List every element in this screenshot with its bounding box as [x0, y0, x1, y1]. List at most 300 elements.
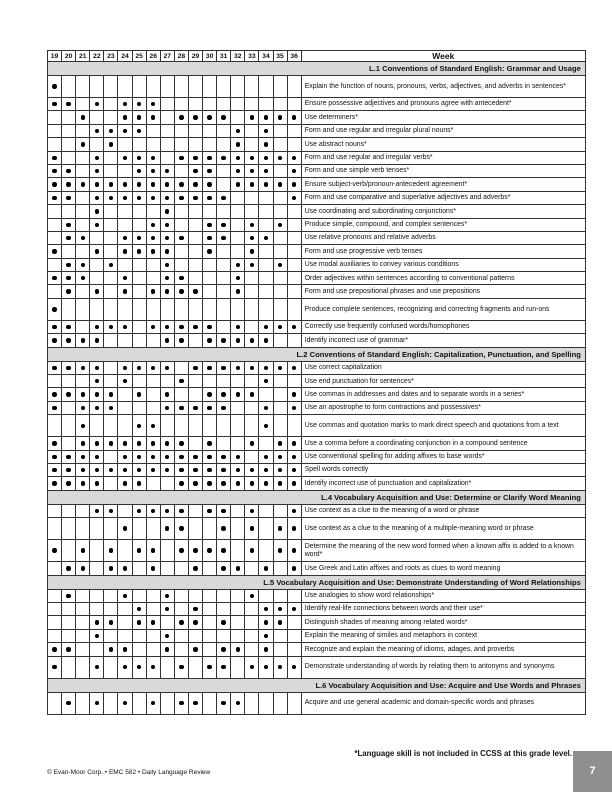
week-number-header: 22 — [90, 51, 104, 62]
week-cell — [48, 298, 62, 320]
week-dot-marker — [221, 115, 225, 119]
week-cell — [104, 191, 118, 204]
week-cell — [217, 245, 231, 258]
week-dot-marker — [250, 526, 254, 530]
week-cell — [273, 231, 287, 244]
week-cell — [217, 124, 231, 137]
week-cell — [160, 191, 174, 204]
week-cell — [146, 164, 160, 177]
week-cell — [118, 504, 132, 517]
week-cell — [188, 463, 202, 476]
skill-row — [48, 111, 586, 124]
week-cell — [76, 178, 90, 191]
week-cell — [245, 540, 259, 562]
week-cell — [217, 320, 231, 333]
week-cell — [132, 76, 146, 98]
skill-row — [48, 76, 586, 98]
week-cell — [62, 218, 76, 231]
week-cell — [174, 111, 188, 124]
week-cell — [231, 298, 245, 320]
week-dot-marker — [81, 366, 85, 370]
week-cell — [90, 138, 104, 151]
week-cell — [62, 589, 76, 602]
week-cell — [231, 589, 245, 602]
week-dot-marker — [52, 647, 56, 651]
week-cell — [203, 111, 217, 124]
week-cell — [245, 205, 259, 218]
skill-description: Distinguish shades of meaning among related words* — [301, 616, 585, 629]
week-dot-marker — [95, 196, 99, 200]
week-dot-marker — [207, 338, 211, 342]
week-dot-marker — [123, 441, 127, 445]
week-cell — [231, 151, 245, 164]
week-cell — [174, 76, 188, 98]
week-cell — [188, 540, 202, 562]
week-dot-marker — [137, 392, 141, 396]
week-dot-marker — [207, 236, 211, 240]
week-dot-marker — [292, 526, 296, 530]
week-cell — [203, 191, 217, 204]
skill-description: Spell words correctly — [301, 463, 585, 476]
week-cell — [245, 76, 259, 98]
week-dot-marker — [179, 701, 183, 705]
week-cell — [48, 231, 62, 244]
week-cell — [76, 231, 90, 244]
week-dot-marker — [81, 406, 85, 410]
week-cell — [118, 518, 132, 540]
week-dot-marker — [109, 392, 113, 396]
week-cell — [62, 98, 76, 111]
week-cell — [76, 272, 90, 285]
week-cell — [217, 401, 231, 414]
week-dot-marker — [95, 129, 99, 133]
week-dot-marker — [95, 249, 99, 253]
week-dot-marker — [179, 526, 183, 530]
week-cell — [76, 450, 90, 463]
week-cell — [132, 272, 146, 285]
week-cell — [273, 320, 287, 333]
week-cell — [259, 388, 273, 401]
week-cell — [259, 616, 273, 629]
week-dot-marker — [207, 196, 211, 200]
week-cell — [146, 415, 160, 437]
week-cell — [259, 164, 273, 177]
week-cell — [231, 518, 245, 540]
skill-description: Form and use simple verb tenses* — [301, 164, 585, 177]
week-header-row — [48, 51, 586, 62]
week-cell — [90, 540, 104, 562]
week-dot-marker — [95, 468, 99, 472]
week-dot-marker — [95, 338, 99, 342]
week-dot-marker — [207, 406, 211, 410]
week-cell — [48, 562, 62, 575]
week-cell — [203, 656, 217, 678]
week-dot-marker — [250, 115, 254, 119]
week-dot-marker — [95, 701, 99, 705]
week-dot-marker — [250, 338, 254, 342]
week-cell — [48, 415, 62, 437]
week-cell — [203, 138, 217, 151]
week-dot-marker — [95, 182, 99, 186]
week-dot-marker — [179, 182, 183, 186]
week-dot-marker — [292, 665, 296, 669]
week-dot-marker — [81, 566, 85, 570]
week-cell — [146, 334, 160, 347]
week-cell — [245, 401, 259, 414]
week-cell — [160, 388, 174, 401]
week-number-header: 33 — [245, 51, 259, 62]
week-number-header: 21 — [76, 51, 90, 62]
week-cell — [118, 415, 132, 437]
week-dot-marker — [66, 102, 70, 106]
week-cell — [188, 272, 202, 285]
week-cell — [62, 76, 76, 98]
week-cell — [217, 205, 231, 218]
week-cell — [188, 218, 202, 231]
week-cell — [259, 138, 273, 151]
week-cell — [104, 629, 118, 642]
skill-description: Use end punctuation for sentences* — [301, 375, 585, 388]
week-dot-marker — [193, 607, 197, 611]
week-dot-marker — [264, 182, 268, 186]
week-cell — [118, 298, 132, 320]
week-cell — [62, 231, 76, 244]
week-cell — [231, 692, 245, 714]
week-cell — [203, 692, 217, 714]
week-dot-marker — [66, 647, 70, 651]
week-cell — [132, 437, 146, 450]
week-dot-marker — [123, 594, 127, 598]
week-cell — [259, 258, 273, 271]
week-cell — [188, 298, 202, 320]
week-cell — [48, 334, 62, 347]
skill-description: Produce complete sentences, recognizing and correcting fragments and run-ons — [301, 298, 585, 320]
week-dot-marker — [109, 196, 113, 200]
week-cell — [132, 164, 146, 177]
week-dot-marker — [66, 481, 70, 485]
week-cell — [118, 124, 132, 137]
week-cell — [146, 76, 160, 98]
week-cell — [203, 589, 217, 602]
week-cell — [48, 218, 62, 231]
week-dot-marker — [137, 607, 141, 611]
week-cell — [48, 205, 62, 218]
week-cell — [90, 504, 104, 517]
week-cell — [132, 504, 146, 517]
week-dot-marker — [95, 289, 99, 293]
week-dot-marker — [95, 392, 99, 396]
week-cell — [90, 76, 104, 98]
section-title: L.1 Conventions of Standard English: Grammar and Usage — [48, 62, 586, 76]
week-dot-marker — [207, 249, 211, 253]
skill-row — [48, 692, 586, 714]
week-cell — [174, 272, 188, 285]
skill-description: Identify incorrect use of punctuation and capitalization* — [301, 477, 585, 490]
week-dot-marker — [95, 156, 99, 160]
week-cell — [217, 477, 231, 490]
week-cell — [90, 361, 104, 374]
skill-description: Form and use regular and irregular plural nouns* — [301, 124, 585, 137]
week-dot-marker — [250, 665, 254, 669]
week-cell — [231, 616, 245, 629]
week-cell — [231, 361, 245, 374]
week-cell — [188, 602, 202, 615]
skill-row — [48, 463, 586, 476]
skill-row — [48, 643, 586, 656]
week-dot-marker — [165, 236, 169, 240]
week-cell — [76, 602, 90, 615]
skill-description: Use determiners* — [301, 111, 585, 124]
week-cell — [245, 463, 259, 476]
week-cell — [287, 138, 301, 151]
week-cell — [217, 656, 231, 678]
week-cell — [90, 388, 104, 401]
section-header-row — [48, 678, 586, 692]
week-cell — [90, 643, 104, 656]
skill-row — [48, 437, 586, 450]
week-cell — [174, 245, 188, 258]
week-dot-marker — [207, 366, 211, 370]
week-cell — [174, 164, 188, 177]
week-cell — [231, 375, 245, 388]
week-dot-marker — [52, 468, 56, 472]
week-dot-marker — [66, 223, 70, 227]
week-cell — [90, 375, 104, 388]
week-cell — [259, 692, 273, 714]
week-cell — [76, 656, 90, 678]
week-cell — [132, 540, 146, 562]
week-cell — [104, 616, 118, 629]
week-cell — [287, 388, 301, 401]
week-cell — [118, 450, 132, 463]
week-cell — [287, 245, 301, 258]
week-cell — [118, 540, 132, 562]
week-cell — [188, 450, 202, 463]
week-cell — [160, 138, 174, 151]
week-dot-marker — [123, 102, 127, 106]
week-cell — [132, 245, 146, 258]
week-dot-marker — [179, 509, 183, 513]
week-cell — [48, 272, 62, 285]
week-dot-marker — [165, 276, 169, 280]
week-cell — [259, 415, 273, 437]
week-cell — [90, 616, 104, 629]
week-cell — [146, 245, 160, 258]
week-cell — [245, 164, 259, 177]
week-dot-marker — [66, 196, 70, 200]
week-cell — [132, 602, 146, 615]
week-cell — [287, 272, 301, 285]
week-cell — [217, 178, 231, 191]
week-cell — [245, 98, 259, 111]
week-cell — [62, 178, 76, 191]
week-dot-marker — [165, 169, 169, 173]
week-cell — [245, 450, 259, 463]
week-dot-marker — [66, 455, 70, 459]
week-dot-marker — [165, 441, 169, 445]
section-title: L.6 Vocabulary Acquisition and Use: Acquire and Use Words and Phrases — [48, 678, 586, 692]
week-dot-marker — [221, 481, 225, 485]
week-dot-marker — [236, 392, 240, 396]
week-cell — [174, 504, 188, 517]
week-cell — [90, 334, 104, 347]
week-cell — [245, 111, 259, 124]
week-dot-marker — [292, 607, 296, 611]
week-cell — [217, 98, 231, 111]
week-cell — [62, 415, 76, 437]
week-cell — [245, 692, 259, 714]
skill-description: Explain the function of nouns, pronouns, verbs, adjectives, and adverbs in sentences* — [301, 76, 585, 98]
week-dot-marker — [151, 249, 155, 253]
week-cell — [132, 285, 146, 298]
week-dot-marker — [52, 276, 56, 280]
week-dot-marker — [66, 366, 70, 370]
skill-row — [48, 285, 586, 298]
week-cell — [217, 138, 231, 151]
week-cell — [174, 151, 188, 164]
week-dot-marker — [151, 566, 155, 570]
week-dot-marker — [151, 620, 155, 624]
week-cell — [188, 178, 202, 191]
week-cell — [90, 692, 104, 714]
week-cell — [76, 151, 90, 164]
week-dot-marker — [109, 509, 113, 513]
week-cell — [287, 477, 301, 490]
week-cell — [217, 643, 231, 656]
week-cell — [76, 285, 90, 298]
week-cell — [76, 463, 90, 476]
week-cell — [203, 178, 217, 191]
week-dot-marker — [179, 325, 183, 329]
week-dot-marker — [179, 455, 183, 459]
week-cell — [90, 272, 104, 285]
week-dot-marker — [278, 182, 282, 186]
week-dot-marker — [52, 102, 56, 106]
week-cell — [287, 562, 301, 575]
week-cell — [48, 375, 62, 388]
week-cell — [188, 138, 202, 151]
week-cell — [104, 437, 118, 450]
skill-row — [48, 450, 586, 463]
week-cell — [245, 504, 259, 517]
week-dot-marker — [109, 620, 113, 624]
week-cell — [90, 656, 104, 678]
week-cell — [273, 629, 287, 642]
week-dot-marker — [278, 115, 282, 119]
week-cell — [203, 401, 217, 414]
week-cell — [132, 334, 146, 347]
week-cell — [203, 540, 217, 562]
week-cell — [273, 76, 287, 98]
week-cell — [273, 643, 287, 656]
week-cell — [118, 656, 132, 678]
week-dot-marker — [264, 566, 268, 570]
week-cell — [48, 388, 62, 401]
week-cell — [62, 124, 76, 137]
week-cell — [160, 450, 174, 463]
week-cell — [259, 218, 273, 231]
week-cell — [203, 272, 217, 285]
week-cell — [273, 218, 287, 231]
week-dot-marker — [52, 156, 56, 160]
week-cell — [76, 111, 90, 124]
week-cell — [76, 320, 90, 333]
week-cell — [203, 218, 217, 231]
week-number-header: 26 — [146, 51, 160, 62]
week-cell — [217, 450, 231, 463]
week-dot-marker — [193, 366, 197, 370]
week-cell — [273, 616, 287, 629]
week-dot-marker — [52, 84, 56, 88]
week-dot-marker — [179, 468, 183, 472]
skills-table-body — [48, 62, 586, 715]
week-cell — [104, 231, 118, 244]
skill-row — [48, 401, 586, 414]
week-column-title: Week — [301, 51, 585, 62]
week-cell — [188, 504, 202, 517]
week-dot-marker — [123, 665, 127, 669]
week-cell — [287, 320, 301, 333]
week-cell — [104, 218, 118, 231]
week-cell — [48, 285, 62, 298]
week-cell — [174, 518, 188, 540]
week-cell — [118, 463, 132, 476]
week-cell — [104, 151, 118, 164]
week-cell — [188, 643, 202, 656]
week-number-header: 23 — [104, 51, 118, 62]
week-dot-marker — [52, 196, 56, 200]
week-cell — [174, 205, 188, 218]
week-number-header: 20 — [62, 51, 76, 62]
skill-description: Order adjectives within sentences according to conventional patterns — [301, 272, 585, 285]
week-cell — [76, 562, 90, 575]
skill-description: Determine the meaning of the new word formed when a known affix is added to a known word* — [301, 540, 585, 562]
week-cell — [245, 589, 259, 602]
week-cell — [48, 401, 62, 414]
week-cell — [62, 450, 76, 463]
week-dot-marker — [250, 548, 254, 552]
week-cell — [118, 375, 132, 388]
week-dot-marker — [179, 548, 183, 552]
week-cell — [273, 602, 287, 615]
week-dot-marker — [264, 468, 268, 472]
week-cell — [231, 320, 245, 333]
week-cell — [203, 124, 217, 137]
week-dot-marker — [264, 455, 268, 459]
week-cell — [90, 415, 104, 437]
week-cell — [174, 218, 188, 231]
week-cell — [118, 320, 132, 333]
skill-row — [48, 562, 586, 575]
week-cell — [146, 388, 160, 401]
week-cell — [104, 388, 118, 401]
week-dot-marker — [264, 169, 268, 173]
week-dot-marker — [95, 509, 99, 513]
skill-description: Ensure subject-verb/pronoun-antecedent agreement* — [301, 178, 585, 191]
week-cell — [217, 285, 231, 298]
week-number-header: 28 — [174, 51, 188, 62]
week-cell — [160, 589, 174, 602]
week-dot-marker — [137, 620, 141, 624]
week-cell — [287, 76, 301, 98]
section-header-row — [48, 347, 586, 361]
week-cell — [62, 463, 76, 476]
week-dot-marker — [278, 366, 282, 370]
week-dot-marker — [179, 481, 183, 485]
week-cell — [132, 231, 146, 244]
week-cell — [217, 463, 231, 476]
week-dot-marker — [292, 392, 296, 396]
